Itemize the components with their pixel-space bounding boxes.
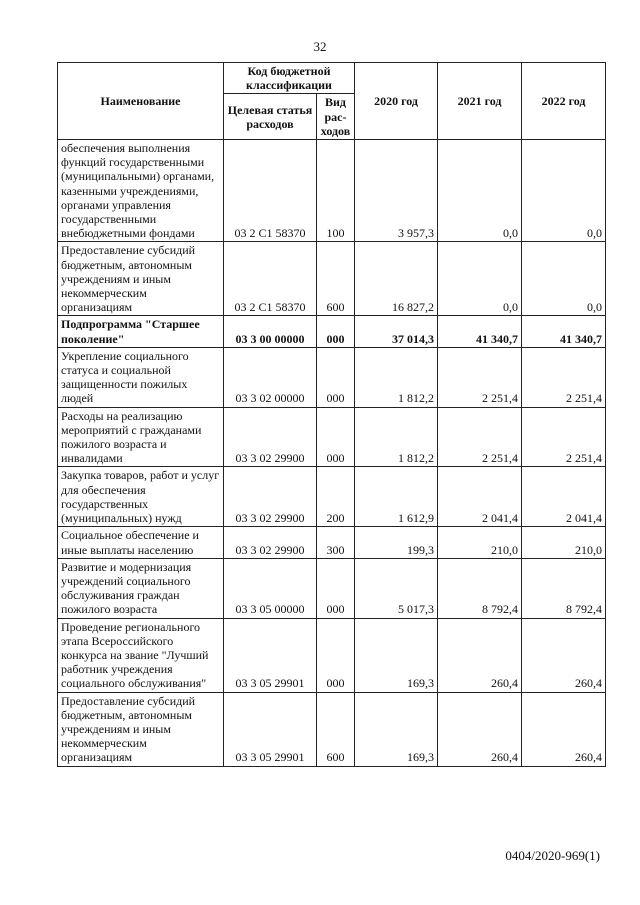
row-2020: 16 827,2	[355, 242, 438, 316]
row-name: Развитие и модернизация учреждений социального обслуживания граждан пожилого возраста	[58, 558, 224, 618]
budget-table	[57, 62, 606, 767]
row-2021: 8 792,4	[438, 558, 522, 618]
row-vid: 000	[317, 407, 355, 467]
row-code: 03 3 05 29901	[224, 692, 317, 766]
row-2021: 0,0	[438, 242, 522, 316]
row-2020: 3 957,3	[355, 140, 438, 242]
row-name: Проведение регионального этапа Всероссийского конкурса на звание "Лучший работник учреждения социального обслуживания"	[58, 618, 224, 692]
row-code: 03 3 05 00000	[224, 558, 317, 618]
row-2022: 2 041,4	[522, 467, 606, 527]
row-name: Предоставление субсидий бюджетным, автономным учреждениям и иным некоммерческим организациям	[58, 692, 224, 766]
document-code: 0404/2020-969(1)	[505, 848, 600, 863]
row-2020: 1 612,9	[355, 467, 438, 527]
table-row	[58, 527, 606, 558]
row-2022: 2 251,4	[522, 407, 606, 467]
row-name: обеспечения выполнения функций государственными (муниципальными) органами, казенными учреждениями, органами управления государственными внебюджетными фондами	[58, 140, 224, 242]
table-row	[58, 558, 606, 618]
table-row	[58, 692, 606, 766]
row-code: 03 3 02 29900	[224, 467, 317, 527]
row-vid: 100	[317, 140, 355, 242]
row-2022: 260,4	[522, 692, 606, 766]
row-2021: 2 251,4	[438, 407, 522, 467]
row-2022: 41 340,7	[522, 316, 606, 347]
header-2021: 2021 год	[438, 63, 522, 140]
table-row	[58, 467, 606, 527]
row-code: 03 3 05 29901	[224, 618, 317, 692]
row-2021: 0,0	[438, 140, 522, 242]
row-name: Расходы на реализацию мероприятий с гражданами пожилого возраста и инвалидами	[58, 407, 224, 467]
row-vid: 600	[317, 242, 355, 316]
table-row	[58, 347, 606, 407]
row-code: 03 3 00 00000	[224, 316, 317, 347]
row-2020: 5 017,3	[355, 558, 438, 618]
row-vid: 200	[317, 467, 355, 527]
table-row	[58, 316, 606, 347]
row-vid: 600	[317, 692, 355, 766]
header-vid: Вид рас-ходов	[317, 94, 355, 140]
table-row	[58, 242, 606, 316]
table-row	[58, 140, 606, 242]
row-2020: 37 014,3	[355, 316, 438, 347]
row-vid: 000	[317, 347, 355, 407]
row-2022: 8 792,4	[522, 558, 606, 618]
row-2021: 2 041,4	[438, 467, 522, 527]
header-name: Наименование	[58, 63, 224, 140]
row-vid: 000	[317, 558, 355, 618]
row-code: 03 3 02 29900	[224, 527, 317, 558]
row-name: Подпрограмма "Старшее поколение"	[58, 316, 224, 347]
row-2020: 1 812,2	[355, 347, 438, 407]
row-2022: 0,0	[522, 242, 606, 316]
row-vid: 300	[317, 527, 355, 558]
row-2021: 210,0	[438, 527, 522, 558]
row-name: Социальное обеспечение и иные выплаты населению	[58, 527, 224, 558]
table-row	[58, 618, 606, 692]
row-2021: 41 340,7	[438, 316, 522, 347]
row-code: 03 2 С1 58370	[224, 140, 317, 242]
row-code: 03 3 02 00000	[224, 347, 317, 407]
page-number: 32	[313, 39, 327, 54]
row-2021: 260,4	[438, 618, 522, 692]
header-2020: 2020 год	[355, 63, 438, 140]
row-code: 03 2 С1 58370	[224, 242, 317, 316]
row-vid: 000	[317, 316, 355, 347]
row-2020: 199,3	[355, 527, 438, 558]
header-kbk: Код бюджетной классификации	[224, 63, 355, 94]
row-code: 03 3 02 29900	[224, 407, 317, 467]
row-2020: 1 812,2	[355, 407, 438, 467]
header-target: Целевая статья расходов	[224, 94, 317, 140]
row-2022: 210,0	[522, 527, 606, 558]
row-2020: 169,3	[355, 618, 438, 692]
table-row	[58, 407, 606, 467]
row-name: Закупка товаров, работ и услуг для обеспечения государственных (муниципальных) нужд	[58, 467, 224, 527]
row-2021: 260,4	[438, 692, 522, 766]
row-2022: 260,4	[522, 618, 606, 692]
row-2022: 2 251,4	[522, 347, 606, 407]
header-2022: 2022 год	[522, 63, 606, 140]
row-2021: 2 251,4	[438, 347, 522, 407]
row-2022: 0,0	[522, 140, 606, 242]
row-name: Укрепление социального статуса и социальной защищенности пожилых людей	[58, 347, 224, 407]
row-name: Предоставление субсидий бюджетным, автономным учреждениям и иным некоммерческим организациям	[58, 242, 224, 316]
row-2020: 169,3	[355, 692, 438, 766]
row-vid: 000	[317, 618, 355, 692]
